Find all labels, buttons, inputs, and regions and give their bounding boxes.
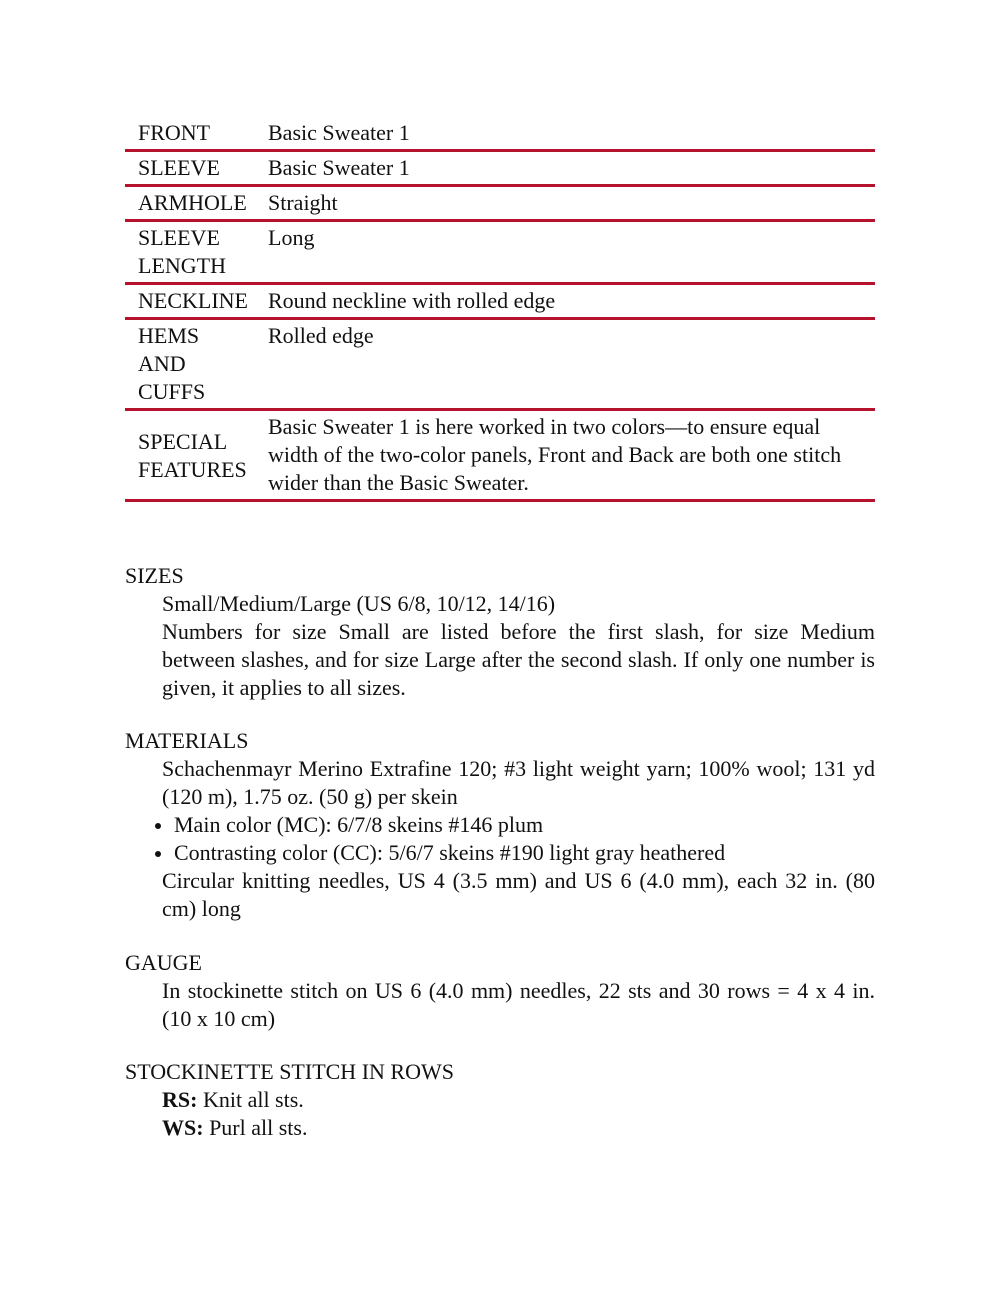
materials-list	[155, 811, 875, 867]
materials-yarn: Schachenmayr Merino Extrafine 120; #3 light weight yarn; 100% wool; 131 yd (120 m), 1.75 oz. (50 g) per skein	[162, 756, 875, 809]
spec-row-armhole	[125, 186, 875, 221]
sizes-section	[125, 562, 875, 702]
spec-row-hems-cuffs	[125, 319, 875, 410]
ws-text: Purl all sts.	[209, 1115, 308, 1140]
spec-value: Basic Sweater 1	[268, 155, 410, 180]
rs-text: Knit all sts.	[202, 1087, 304, 1112]
spec-label: HEMS AND CUFFS	[138, 323, 206, 404]
spec-value: Long	[268, 225, 315, 250]
stockinette-heading: STOCKINETTE STITCH IN ROWS	[125, 1059, 454, 1084]
sizes-line: Small/Medium/Large (US 6/8, 10/12, 14/16)	[162, 591, 556, 616]
ws-line	[162, 1114, 875, 1142]
gauge-section	[125, 949, 875, 1033]
sizes-note: Numbers for size Small are listed before the first slash, for size Medium between slashes, and for size Large after the second slash. If only one number is given, it applies to all sizes.	[162, 619, 875, 700]
sizes-heading: SIZES	[125, 563, 184, 588]
gauge-heading: GAUGE	[125, 950, 202, 975]
spec-value: Basic Sweater 1 is here worked in two colors—to ensure equal width of the two-color panels, Front and Back are both one stitch wider than the Basic Sweater.	[268, 414, 842, 495]
materials-needles: Circular knitting needles, US 4 (3.5 mm) and US 6 (4.0 mm), each 32 in. (80 cm) long	[162, 868, 875, 921]
spec-table	[125, 117, 875, 502]
spec-label: SLEEVE	[138, 155, 220, 180]
spec-label: SLEEVE LENGTH	[138, 225, 226, 278]
spec-value: Straight	[268, 190, 338, 215]
spec-value: Basic Sweater 1	[268, 120, 410, 145]
spec-row-sleeve-length	[125, 221, 875, 284]
stockinette-section	[125, 1058, 875, 1142]
list-item: Main color (MC): 6/7/8 skeins #146 plum	[155, 811, 875, 839]
spec-value: Rolled edge	[268, 323, 374, 348]
spec-label: SPECIAL FEATURES	[138, 429, 247, 482]
spec-label: NECKLINE	[138, 288, 248, 313]
list-item: Contrasting color (CC): 5/6/7 skeins #190 light gray heathered	[155, 839, 875, 867]
spec-label: ARMHOLE	[138, 190, 247, 215]
materials-section	[125, 727, 875, 923]
spec-label: FRONT	[138, 120, 211, 145]
rs-line	[162, 1086, 875, 1114]
spec-value: Round neckline with rolled edge	[268, 288, 556, 313]
materials-heading: MATERIALS	[125, 728, 249, 753]
spec-row-sleeve	[125, 151, 875, 186]
spec-row-special-features	[125, 410, 875, 501]
gauge-text: In stockinette stitch on US 6 (4.0 mm) needles, 22 sts and 30 rows = 4 x 4 in. (10 x 10 cm)	[162, 978, 875, 1031]
ws-label: WS:	[162, 1115, 204, 1140]
rs-label: RS:	[162, 1087, 198, 1112]
spec-row-neckline	[125, 284, 875, 319]
spec-row-front	[125, 117, 875, 151]
